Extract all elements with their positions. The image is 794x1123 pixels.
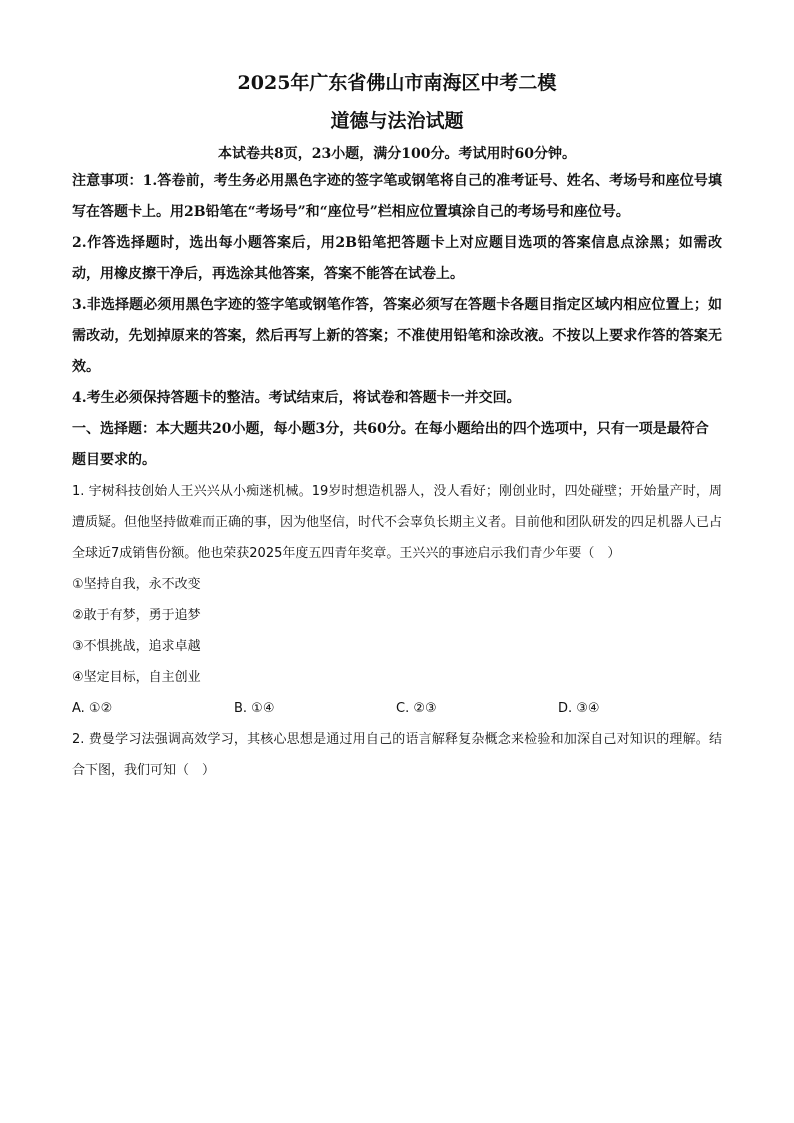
exam-page: [72, 68, 722, 786]
question-1-stem: 1. 宇树科技创始人王兴兴从小痴迷机械。19岁时想造机器人，没人看好；刚创业时，四处碰壁；开始量产时，周遭质疑。但他坚持做难而正确的事，因为他坚信，时代不会辜负长期主义者。目前他和团队研发的四足机器人已占全球近7成销售份额。他也荣获2025年度五四青年奖章。王兴兴的事迹启示我们青少年要（ ）: [72, 484, 723, 561]
exam-info: 本试卷共8页，23小题，满分100分。考试用时60分钟。: [218, 146, 576, 162]
question-1-choice-3: ③不惧挑战，追求卓越: [72, 639, 201, 654]
exam-title: 2025年广东省佛山市南海区中考二模: [237, 72, 557, 94]
question-1-option-b: B. ①④: [234, 701, 275, 716]
question-1-choice-4: ④坚定目标，自主创业: [72, 670, 201, 685]
notice-2: 2.作答选择题时，选出每小题答案后，用2B铅笔把答题卡上对应题目选项的答案信息点涂黑；如需改动，用橡皮擦干净后，再选涂其他答案，答案不能答在试卷上。: [72, 235, 722, 282]
question-1-options: [72, 693, 722, 724]
question-2-stem: 2. 费曼学习法强调高效学习，其核心思想是通过用自己的语言解释复杂概念来检验和加深自己对知识的理解。结合下图，我们可知（ ）: [72, 732, 722, 778]
question-1-choice-1: ①坚持自我，永不改变: [72, 577, 201, 592]
question-1-choice-2: ②敢于有梦，勇于追梦: [72, 608, 201, 623]
question-1-option-d: D. ③④: [558, 701, 600, 716]
question-1-option-a: A. ①②: [72, 701, 113, 716]
notice-3: 3.非选择题必须用黑色字迹的签字笔或钢笔作答，答案必须写在答题卡各题目指定区域内相应位置上；如需改动，先划掉原来的答案，然后再写上新的答案；不准使用铅笔和涂改液。不按以上要求作答的答案无效。: [72, 297, 722, 375]
notice-4: 4.考生必须保持答题卡的整洁。考试结束后，将试卷和答题卡一并交回。: [72, 390, 521, 406]
notice-1: 注意事项：1.答卷前，考生务必用黑色字迹的签字笔或钢笔将自己的准考证号、姓名、考场号和座位号填写在答题卡上。用2B铅笔在“考场号”和“座位号”栏相应位置填涂自己的考场号和座位号。: [72, 173, 722, 220]
section-heading-choice: 一、选择题：本大题共20小题，每小题3分，共60分。在每小题给出的四个选项中，只有一项是最符合题目要求的。: [72, 421, 709, 468]
question-1-option-c: C. ②③: [396, 701, 437, 716]
exam-subtitle: 道德与法治试题: [330, 110, 464, 132]
